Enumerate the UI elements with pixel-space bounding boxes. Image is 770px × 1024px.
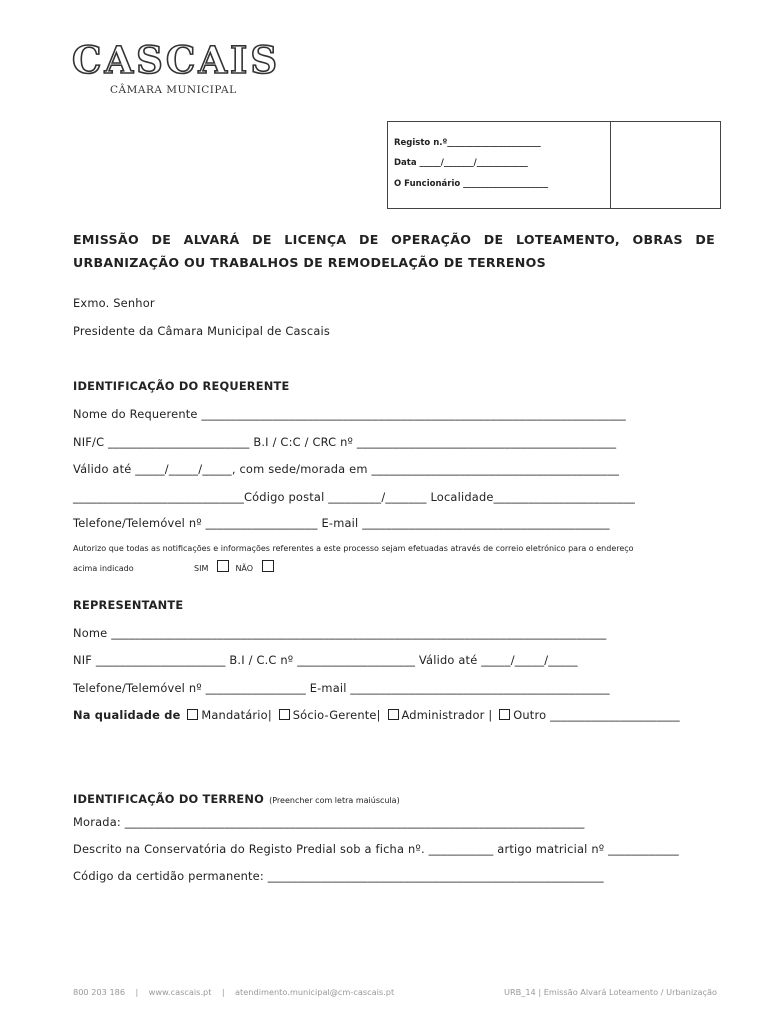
qualidade-label: Na qualidade de	[73, 708, 181, 722]
administrador-checkbox[interactable]	[388, 709, 399, 720]
representante-heading: REPRESENTANTE	[73, 598, 184, 612]
representante-telefone-field[interactable]: Telefone/Telemóvel nº _________________ E-mail ____________________________________________	[73, 681, 610, 695]
sim-checkbox[interactable]	[217, 560, 229, 572]
footer-form-code: URB_14 | Emissão Alvará Loteamento / Urbanização	[503, 987, 717, 997]
socio-gerente-label: Sócio-Gerente|	[292, 708, 381, 722]
registry-box-divider	[610, 122, 611, 208]
requerente-heading: IDENTIFICAÇÃO DO REQUERENTE	[73, 379, 290, 393]
socio-gerente-checkbox[interactable]	[279, 709, 290, 720]
qualidade-row	[73, 708, 680, 722]
requerente-postal-field[interactable]: _____________________________Código postal _________/_______ Localidade________________________	[73, 490, 636, 504]
registry-box	[387, 121, 721, 209]
salutation-line1: Exmo. Senhor	[73, 296, 155, 310]
mandatario-checkbox[interactable]	[187, 709, 198, 720]
autorizo-text-line1: Autorizo que todas as notificações e informações referentes a este processo sejam efetuadas através de correio eletrónico para o endereço	[73, 544, 634, 553]
administrador-label: Administrador |	[401, 708, 493, 722]
requerente-nome-field[interactable]: Nome do Requerente ________________________________________________________________________	[73, 407, 626, 421]
terreno-descrito-field[interactable]: Descrito na Conservatória do Registo Predial sob a ficha nº. ___________ artigo matricial nº ____________	[73, 842, 679, 856]
mandatario-label: Mandatário|	[201, 708, 272, 722]
registry-date-line: Data _____/_______/____________	[394, 158, 528, 168]
terreno-morada-field[interactable]: Morada: ______________________________________________________________________________	[73, 815, 585, 829]
requerente-telefone-field[interactable]: Telefone/Telemóvel nº ___________________ E-mail __________________________________________	[73, 516, 610, 530]
nao-label: NÃO	[235, 564, 254, 573]
outro-checkbox[interactable]	[499, 709, 510, 720]
autorizo-text-line2: acima indicado	[73, 564, 134, 573]
logo-subtitle: CÂMARA MUNICIPAL	[110, 84, 237, 96]
registry-number-line: Registo n.º______________________	[394, 138, 541, 148]
terreno-codigo-field[interactable]: Código da certidão permanente: _________________________________________________________	[73, 869, 604, 883]
email-consent-options	[194, 560, 274, 573]
salutation-line2: Presidente da Câmara Municipal de Cascais	[73, 324, 331, 338]
outro-field[interactable]: Outro ______________________	[513, 708, 680, 722]
sim-label: SIM	[194, 564, 209, 573]
representante-nif-field[interactable]: NIF ______________________ B.I / C.C nº ____________________ Válido até _____/_____/_____	[73, 653, 578, 667]
requerente-nif-field[interactable]: NIF/C ________________________ B.I / C:C / CRC nº ____________________________________________	[73, 435, 617, 449]
terreno-heading: IDENTIFICAÇÃO DO TERRENO	[73, 792, 265, 806]
terreno-heading-row	[73, 788, 400, 807]
requerente-valido-field[interactable]: Válido até _____/_____/_____, com sede/morada em __________________________________________	[73, 462, 620, 476]
cascais-logo: CASCAIS	[72, 38, 281, 82]
footer-contacts: 800 203 186 | www.cascais.pt | atendimento.municipal@cm-cascais.pt	[73, 987, 395, 997]
form-title	[73, 228, 715, 274]
form-title-line1: EMISSÃO DE ALVARÁ DE LICENÇA DE OPERAÇÃO DE LOTEAMENTO, OBRAS DE	[73, 232, 715, 247]
registry-clerk-line: O Funcionário ____________________	[394, 179, 549, 189]
representante-nome-field[interactable]: Nome ____________________________________________________________________________________	[73, 626, 607, 640]
nao-checkbox[interactable]	[262, 560, 274, 572]
terreno-heading-note: (Preencher com letra maiúscula)	[269, 796, 400, 805]
form-title-line2: URBANIZAÇÃO OU TRABALHOS DE REMODELAÇÃO DE TERRENOS	[73, 255, 547, 270]
